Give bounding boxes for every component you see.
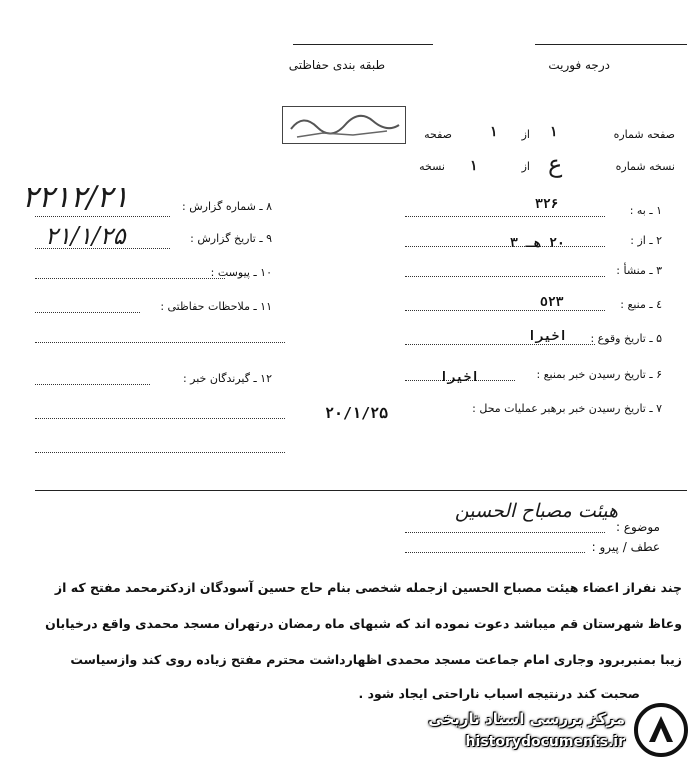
field-6-value: اخیرا <box>440 370 480 385</box>
field-7-value: ۲۰/۱/۲۵ <box>325 404 389 422</box>
classification-line <box>293 44 433 45</box>
received-stamp-box <box>282 106 406 144</box>
copy-word: نسخه <box>419 160 445 173</box>
page-number-label: صفحه شماره <box>613 128 675 141</box>
reference-label: عطف / پیرو : <box>591 540 660 554</box>
field-12-label: ۱۲ ـ گیرندگان خبر : <box>182 372 272 385</box>
field-1-line <box>405 216 605 217</box>
page-of-label: از <box>521 128 530 141</box>
reference-line <box>405 552 585 553</box>
field-5-line <box>405 344 595 345</box>
section-separator <box>35 490 687 491</box>
subject-line <box>405 532 605 533</box>
field-9-value: ۲۱/۱/۲۵ <box>45 222 126 250</box>
body-line-2: وعاظ شهرستان قم میباشد دعوت نموده اند که شبهای ماه رمضان درتهران مسجد محمدی واقع درخیابان <box>45 616 682 631</box>
field-8-value: ۲۲۱۲/۲۱ <box>22 180 129 215</box>
field-11-line-1 <box>35 312 140 313</box>
field-9-label: ۹ ـ تاریخ گزارش : <box>190 232 272 245</box>
page-word: صفحه <box>424 128 452 141</box>
watermark-site: historydocuments.ir <box>465 734 625 750</box>
copy-number-label: نسخه شماره <box>615 160 675 173</box>
field-8-label: ۸ ـ شماره گزارش : <box>182 200 272 213</box>
field-3-line <box>405 276 605 277</box>
field-8-line <box>35 216 170 217</box>
field-11-label: ۱۱ ـ ملاحظات حفاظتی : <box>160 300 272 313</box>
subject-value: هیئت مصباح الحسین <box>454 500 618 522</box>
classification-label: طبقه بندی حفاظتی <box>288 58 385 72</box>
field-2-line <box>405 246 605 247</box>
body-line-3: زیبا بمنبربرود وجاری امام جماعت مسجد محمدی اظهارداشت محترم مفتح زیاده روی کند وازسیاست <box>70 652 682 667</box>
priority-line <box>535 44 687 45</box>
subject-label: موضوع : <box>615 520 660 534</box>
field-4-label: ٤ ـ منبع : <box>620 298 662 311</box>
priority-label: درجه فوریت <box>548 58 610 72</box>
field-4-value: ٥۲۳ <box>540 295 564 310</box>
field-11-line-2 <box>35 342 285 343</box>
page-total-value: ۱ <box>490 124 498 140</box>
field-12-line-2 <box>35 418 285 419</box>
field-2-value: ۲۰ هـ ۳ <box>510 236 565 251</box>
field-10-label: ۱۰ ـ پیوست : <box>210 266 272 279</box>
field-4-line <box>405 310 605 311</box>
page-number-value: ۱ <box>550 124 558 140</box>
copy-of-label: از <box>521 160 530 173</box>
field-5-value: اخیرا <box>528 329 568 344</box>
watermark-title: مرکز بررسی اسناد تاریخی <box>428 710 625 728</box>
field-2-label: ۲ ـ از : <box>630 234 662 247</box>
body-line-1: چند نفراز اعضاء هیئت مصباح الحسین ازجمله شخصی بنام حاج حسین آسودگان ازدکترمحمد مفتح که از <box>54 580 682 595</box>
copy-total-value: ۱ <box>470 158 478 174</box>
copy-number-value: ع <box>548 150 563 178</box>
field-6-label: ۶ ـ تاریخ رسیدن خبر بمنبع : <box>536 368 662 381</box>
field-12-line-1 <box>35 384 150 385</box>
archive-logo-icon <box>633 702 689 758</box>
body-line-4: صحبت کند درنتیجه اسباب ناراحتی ایجاد شود . <box>358 686 640 701</box>
field-3-label: ۳ ـ منشأ : <box>616 264 662 277</box>
field-1-value: ۳۲۶ <box>535 197 559 212</box>
field-9-line <box>35 248 170 249</box>
field-7-label: ۷ ـ تاریخ رسیدن خبر برهبر عملیات محل : <box>472 402 662 415</box>
field-1-label: ۱ ـ به : <box>629 204 662 217</box>
field-10-line <box>35 278 225 279</box>
stamp-scribble-icon <box>283 107 405 143</box>
field-5-label: ۵ ـ تاریخ وقوع : <box>590 332 662 345</box>
watermark <box>415 700 695 760</box>
field-12-line-3 <box>35 452 285 453</box>
